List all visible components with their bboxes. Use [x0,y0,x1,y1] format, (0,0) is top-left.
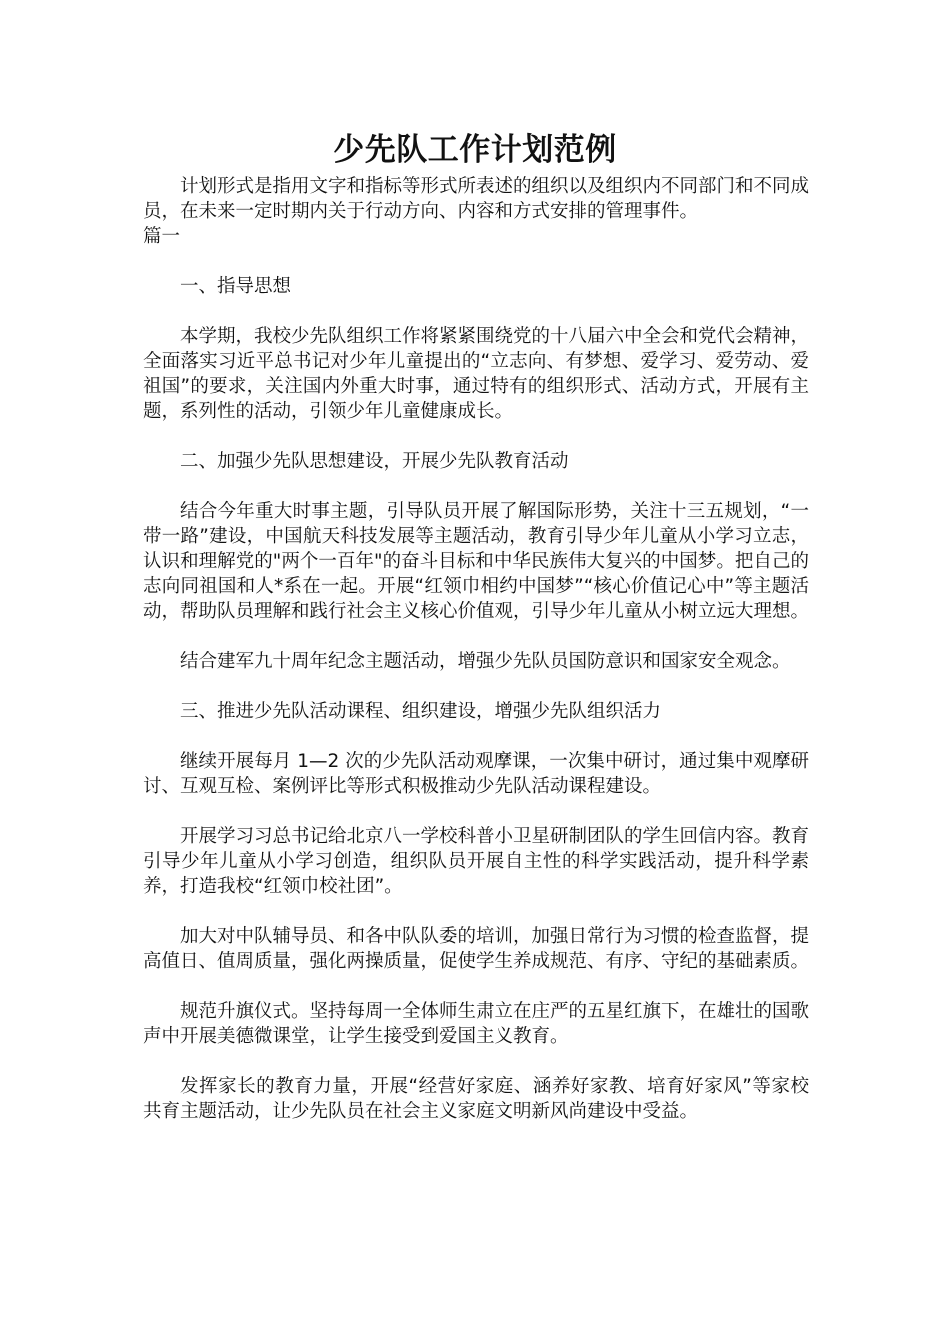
section-heading-curriculum: 三、推进少先队活动课程、组织建设，增强少先队组织活力 [180,701,662,722]
paragraph-science-practice: 开展学习习总书记给北京八一学校科普小卫星研制团队的学生回信内容。教育引导少年儿童从小学习创造，组织队员开展自主性的科学实践活动，提升科学素养，打造我校“红领巾校社团”。 [143,826,810,897]
paragraph-training: 加大对中队辅导员、和各中队队委的培训，加强日常行为习惯的检查监督，提高值日、值周质量，强化两操质量，促使学生养成规范、有序、守纪的基础素质。 [143,926,810,972]
paragraph-guiding-thought: 本学期，我校少先队组织工作将紧紧围绕党的十八届六中全会和党代会精神，全面落实习近平总书记对少年儿童提出的“立志向、有梦想、爱学习、爱劳动、爱祖国”的要求，关注国内外重大时事，通过特有的组织形式、活动方式，开展有主题，系列性的活动，引领少年儿童健康成长。 [143,326,810,422]
part-label: 篇一 [143,226,181,247]
paragraph-family-education: 发挥家长的教育力量，开展“经营好家庭、涵养好家教、培育好家风”等家校共育主题活动，让少先队员在社会主义家庭文明新风尚建设中受益。 [143,1076,809,1122]
paragraph-ideology-activities: 结合今年重大时事主题，引导队员开展了解国际形势，关注十三五规划，“一带一路”建设，中国航天科技发展等主题活动，教育引导少年儿童从小学习立志，认识和理解党的"两个一百年"的奋斗目标和中华民族伟大复兴的中国梦。把自己的志向同祖国和人*系在一起。开展“红领巾相约中国梦”“核心价值记心中”等主题活动，帮助队员理解和践行社会主义核心价值观，引导少年儿童从小树立远大理想。 [143,501,810,622]
paragraph-observation-lessons: 继续开展每月 1—2 次的少先队活动观摩课，一次集中研讨，通过集中观摩研讨、互观互检、案例评比等形式积极推动少先队活动课程建设。 [143,751,809,797]
paragraph-flag-ceremony: 规范升旗仪式。坚持每周一全体师生肃立在庄严的五星红旗下，在雄壮的国歌声中开展美德微课堂，让学生接受到爱国主义教育。 [143,1001,810,1047]
document-title: 少先队工作计划范例 [333,132,617,168]
section-heading-guiding-thought: 一、指导思想 [180,276,292,297]
section-heading-ideology: 二、加强少先队思想建设，开展少先队教育活动 [180,451,569,472]
intro-paragraph: 计划形式是指用文字和指标等形式所表述的组织以及组织内不同部门和不同成员，在未来一定时期内关于行动方向、内容和方式安排的管理事件。 [143,176,810,222]
document-body [143,174,809,1124]
paragraph-national-defense: 结合建军九十周年纪念主题活动，增强少先队员国防意识和国家安全观念。 [180,651,791,672]
